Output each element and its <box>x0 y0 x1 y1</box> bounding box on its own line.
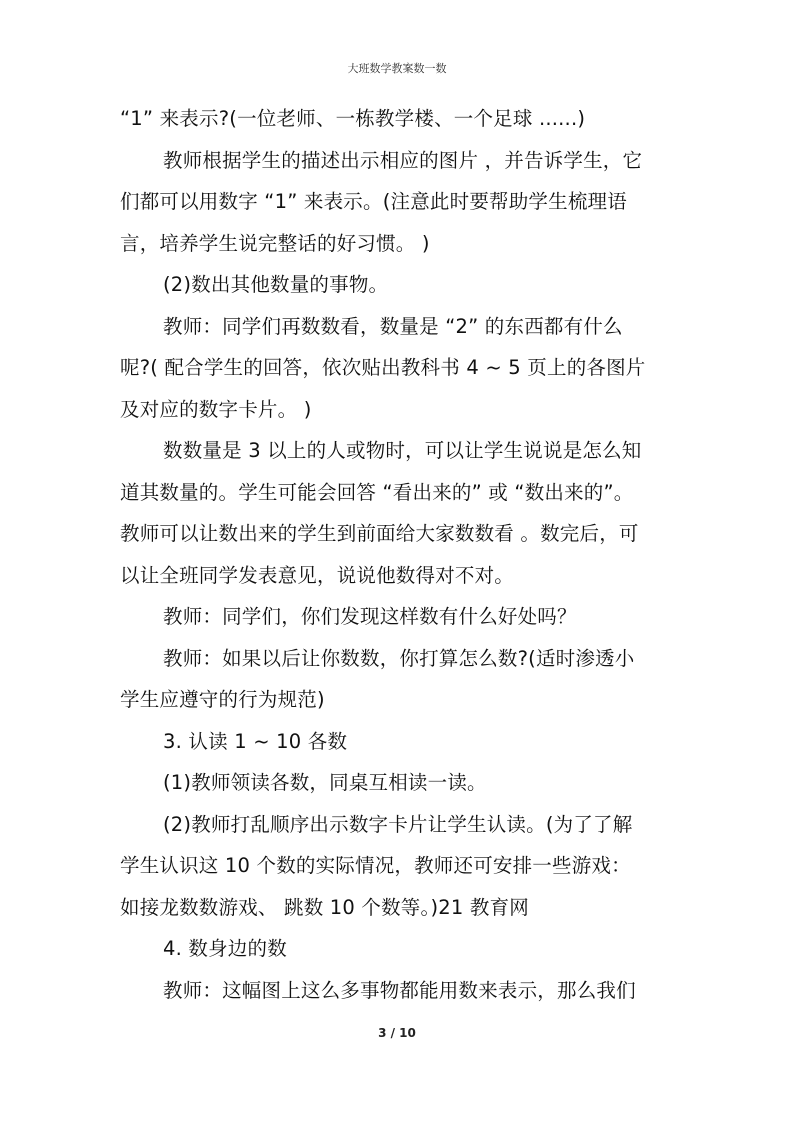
text-line: 及对应的数字卡片。 ) <box>120 397 312 421</box>
text-line: 们都可以用数字 “1” 来表示。(注意此时要帮助学生梳理语 <box>120 190 627 213</box>
text-line: 4. 数身边的数 <box>163 937 287 960</box>
text-line: (1)教师领读各数，同桌互相读一读。 <box>163 771 487 794</box>
text-line: 学生认识这 10 个数的实际情况，教师还可安排一些游戏： <box>120 854 631 877</box>
text-line: 道其数量的。学生可能会回答 “看出来的” 或 “数出来的”。 <box>120 480 634 504</box>
text-line: “1” 来表示?(一位老师、一栋教学楼、一个足球 ......) <box>120 107 586 130</box>
text-line: 教师可以让数出来的学生到前面给大家数数看 。数完后，可 <box>120 522 639 545</box>
text-line: 教师：同学们再数数看，数量是 “2” 的东西都有什么 <box>163 314 623 338</box>
page-number: 3 / 10 <box>378 1026 416 1040</box>
text-line: 呢?( 配合学生的回答，依次贴出教科书 4 ~ 5 页上的各图片 <box>120 356 646 379</box>
text-line: 教师：这幅图上这么多事物都能用数来表示，那么我们 <box>163 978 636 1002</box>
page-header: 大班数学教案数一数 <box>347 62 447 75</box>
text-line: 数数量是 3 以上的人或物时，可以让学生说说是怎么知 <box>163 439 642 462</box>
text-line: 言，培养学生说完整话的好习惯。 ) <box>120 231 430 255</box>
text-line: (2)教师打乱顺序出示数字卡片让学生认读。(为了了解 <box>163 812 633 836</box>
text-line: 教师：同学们，你们发现这样数有什么好处吗？ <box>163 605 577 628</box>
text-line: 教师：如果以后让你数数，你打算怎么数?(适时渗透小 <box>163 646 635 670</box>
text-line: 以让全班同学发表意见，说说他数得对不对。 <box>120 563 515 587</box>
text-line: 如接龙数数游戏、 跳数 10 个数等。)21 教育网 <box>120 895 529 919</box>
document-body <box>120 98 680 1011</box>
text-line: 3. 认读 1 ~ 10 各数 <box>163 729 348 753</box>
text-line: 学生应遵守的行为规范) <box>120 688 325 711</box>
text-line: 教师根据学生的描述出示相应的图片 ，并告诉学生，它 <box>163 148 643 172</box>
text-line: (2)数出其他数量的事物。 <box>163 273 389 296</box>
